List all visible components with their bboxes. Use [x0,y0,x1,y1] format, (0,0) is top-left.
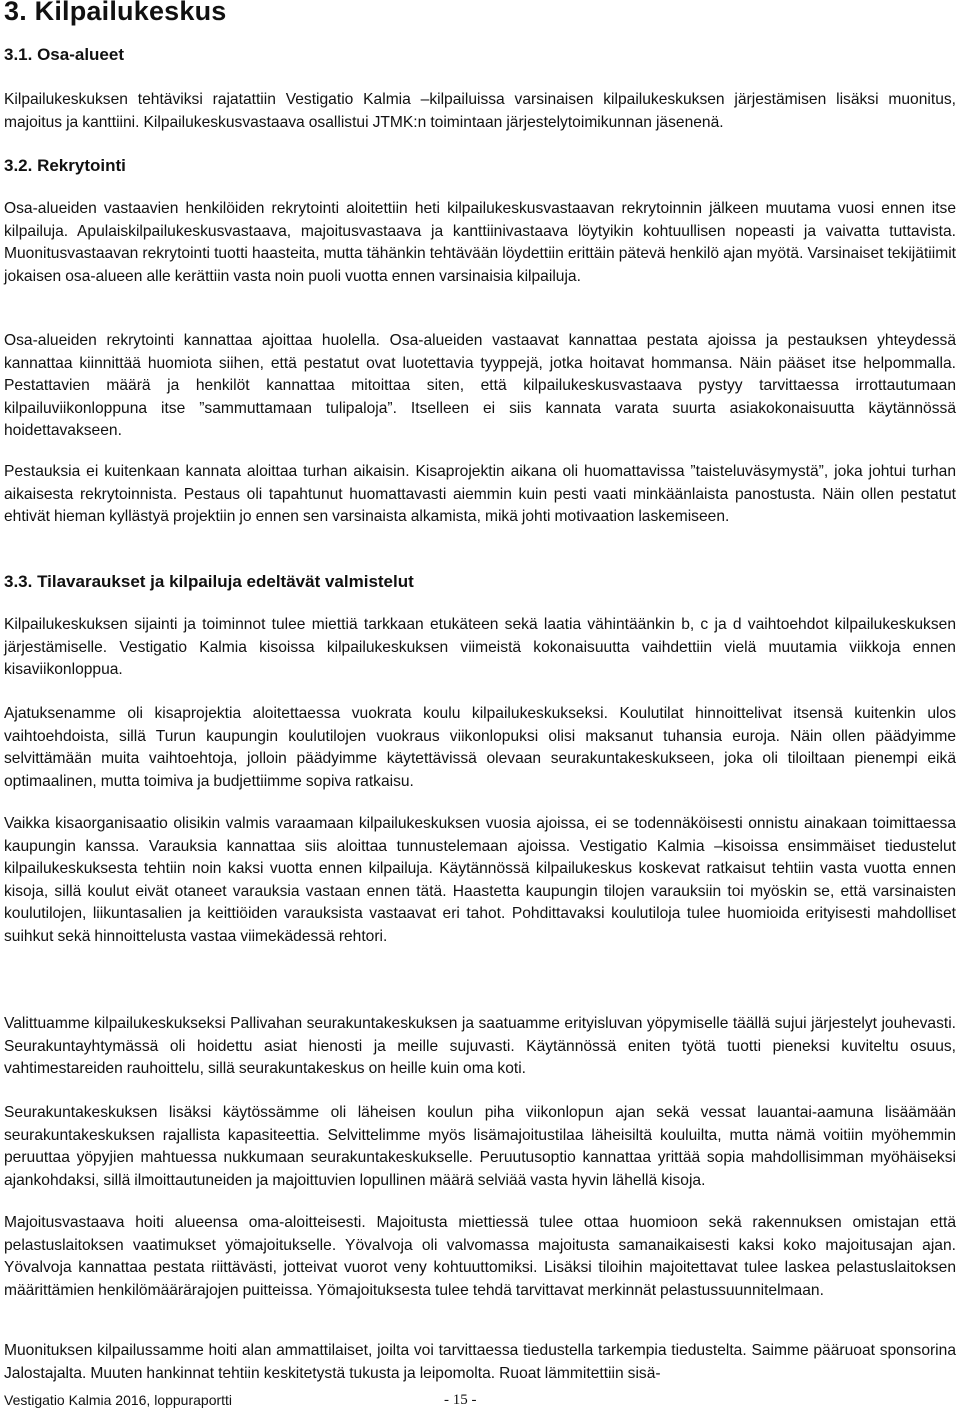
paragraph: Majoitusvastaava hoiti alueensa oma-aloitteisesti. Majoitusta miettiessä tulee ottaa huomioon sekä rakennuksen omistajan että pelastuslaitoksen vaatimukset yömajoitukselle. Yövalvoja oli valvomassa majoitusta samanaikaisesti kaksi koko majoitusajan ajan. Yövalvoja kannattaa pestata riittävästi, jotteivat vuorot veny kohtuuttomiksi. Lisäksi tiloihin majoitettavat tulee laskea pelastuslaitoksen määrittämien henkilömäärärajojen puitteissa. Yömajoituksesta tulee tehdä tarvittavat merkinnät pelastussuunnitelmaan. [4,1214,956,1299]
page-number: - 15 - [444,1392,477,1408]
paragraph: Seurakuntakeskuksen lisäksi käytössämme oli läheisen koulun piha viikonlopun ajan sekä vessat lauantai-aamuna lisäämään seurakuntakeskuksen rajallista kapasiteettia. Selvittelimme myös lisämajoitustilaa läheisiltä kouluilta, mutta nämä voitiin myöhemmin peruuttaa yöpyjien mahtuessa nukkumaan seurakuntakeskukselle. Peruutusoptio kannattaa yrittää sopia mahdollisimman myöhäiseksi ajankohdaksi, sillä ilmoittautuneiden ja majoittuvien lopullinen määrä selviää vasta hyvin lähellä kisoja. [4,1104,956,1189]
paragraph: Ajatuksenamme oli kisaprojektia aloitettaessa vuokrata koulu kilpailukeskukseksi. Koulutilat hinnoittelivat itsensä kuitenkin ulos vaihtoehdoista, sillä Turun kaupungin koulutilojen vuokraus viikonlopuksi olisi maksanut tuhansia euroja. Näin ollen päädyimme selvittämään muita vaihtoehtoja, jolloin päädyimme käytettävissä olevaan seurakuntakeskukseen, joka oli tiloiltaan pienempi eikä optimaalinen, mutta toimiva ja budjettiimme sopiva ratkaisu. [4,705,956,790]
paragraph: Kilpailukeskuksen sijainti ja toiminnot tulee miettiä tarkkaan etukäteen sekä laatia vähintäänkin b, c ja d vaihtoehdot kilpailukeskuksen järjestämiselle. Vestigatio Kalmia kisoissa kilpailukeskuksen viimeistä kokonaisuutta vaihdettiin vielä muutamia viikkoja ennen kisaviikonloppua. [4,616,956,679]
chapter-title: 3. Kilpailukeskus [4,0,227,26]
section-title-3-2: 3.2. Rekrytointi [4,156,126,175]
paragraph: Kilpailukeskuksen tehtäviksi rajatattiin Vestigatio Kalmia –kilpailuissa varsinaisen kilpailukeskuksen järjestämisen lisäksi muonitus, majoitus ja kanttiini. Kilpailukeskusvastaava osallistui JTMK:n toimintaan järjestelytoimikunnan jäsenenä. [4,91,956,131]
paragraph: Muonituksen kilpailussamme hoiti alan ammattilaiset, joilta voi tarvittaessa tiedustella tarkempia tiedustelta. Saimme pääruoat sponsorina Jalostajalta. Muuten hankinnat tehtiin keskitetystä tukusta ja leipomolta. Ruoat lämmitettiin sisä- [4,1342,956,1382]
footer-report-title: Vestigatio Kalmia 2016, loppuraportti [4,1392,233,1408]
section-title-3-3: 3.3. Tilavaraukset ja kilpailuja edeltävät valmistelut [4,572,414,591]
paragraph: Vaikka kisaorganisaatio olisikin valmis varaamaan kilpailukeskuksen vuosia ajoissa, ei se todennäköisesti onnistu ainakaan toimittaessa kaupungin kanssa. Varauksia kannattaa siis aloittaa tunnustelemaan ajoissa. Vestigatio Kalmia –kisoissa ensimmäiset tiedustelut kilpailukeskuksesta tehtiin noin kaksi vuotta ennen kilpailuja. Käytännössä kilpailukeskus koskevat ratkaisut tehtiin vasta vuotta ennen kisoja, sillä koulut eivät otaneet varauksia vastaan ennen tätä. Haastetta kaupungin tilojen varauksiin toi myöskin se, että varsinaisten koulutilojen, liikuntasalien ja keittiöiden varauksista vastaavat eri tahot. Pohdittavaksi koulutiloja tulee huomioida erityisesti mahdolliset suihkut sekä hinnoittelusta vastaa viimekädessä rehtori. [4,815,956,945]
section-title-3-1: 3.1. Osa-alueet [4,45,125,64]
paragraph: Osa-alueiden rekrytointi kannattaa ajoittaa huolella. Osa-alueiden vastaavat kannattaa pestata ajoissa ja pestauksen yhteydessä kannattaa kiinnittää huomiota siihen, että pestatut ovat luotettavia tyyppejä, jotka hoitavat hommansa. Näin pääset itse helpommalla. Pestattavien määrä ja henkilöt kannattaa mitoittaa siten, että kilpailukeskusvastaava pystyy tarvittaessa irrottautumaan kilpailuviikonloppuna itse ”sammuttamaan tulipaloja”. Itselleen ei siis kannata varata suurta asiakokonaisuutta käytännössä hoidettavakseen. [4,332,956,440]
paragraph: Pestauksia ei kuitenkaan kannata aloittaa turhan aikaisin. Kisaprojektin aikana oli huomattavissa ”taisteluväsymystä”, joka johtui turhan aikaisesta rekrytoinnista. Pestaus oli tapahtunut huomattavasti aiemmin kuin pesti vaati minkäänlaista panostusta. Näin ollen pestatut ehtivät hieman kyllästyä projektiin jo ennen sen varsinaista alkamista, mikä johti motivaation laskemiseen. [4,463,956,526]
paragraph: Osa-alueiden vastaavien henkilöiden rekrytointi aloitettiin heti kilpailukeskusvastaavan rekrytoinnin jälkeen muutama vuosi ennen itse kilpailuja. Apulaiskilpailukeskusvastaava, majoitusvastaava ja kanttiinivastaava löytyikin kohtuullisen nopeasti ja vaivatta tuttavista. Muonitusvastaavan rekrytointi tuotti haasteita, mutta tähänkin tehtävään löydettiin erittäin pätevä henkilö ajan myötä. Varsinaiset tekijätiimit jokaisen osa-alueen alle kerättiin vasta noin puoli vuotta ennen varsinaisia kilpailuja. [4,200,956,285]
paragraph: Valittuamme kilpailukeskukseksi Pallivahan seurakuntakeskuksen ja saatuamme erityisluvan yöpymiselle täällä sujui järjestelyt jouhevasti. Seurakuntayhtymässä oli hoidettu asiat hienosti ja meille sujuvasti. Käytännössä eniten työtä tuotti pieneksi kuviteltu osuus, vahtimestareiden rauhoittelu, sillä seurakuntakeskus on heille kuin oma koti. [4,1015,956,1078]
